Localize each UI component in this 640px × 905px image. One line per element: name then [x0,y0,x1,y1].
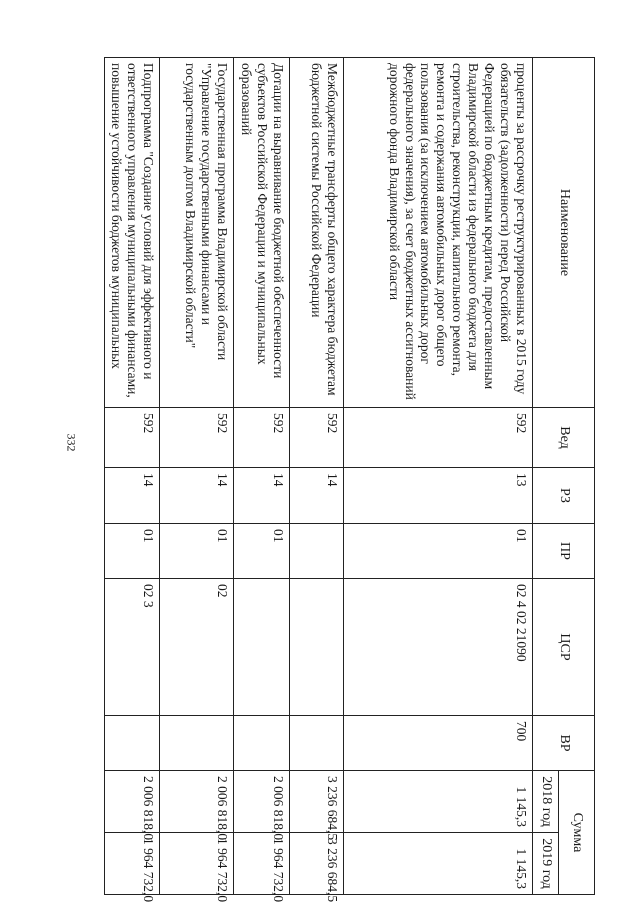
page-number: 332 [64,433,79,452]
table-row [234,58,290,895]
row-2019: 1 964 732,0 [160,833,234,895]
row-csr: 02 4 02 21090 [344,579,533,716]
row-ved: 592 [234,408,290,468]
header-2018: 2018 год [533,771,559,833]
budget-table-rotated [104,57,595,903]
row-vr [105,716,160,771]
table-row [290,58,344,895]
row-pr: 01 [234,524,290,579]
header-rz: РЗ [533,468,595,524]
row-rz: 13 [344,468,533,524]
row-2019: 3 236 684,5 [290,833,344,895]
row-rz: 14 [160,468,234,524]
table-row [344,58,533,895]
row-2018: 2 006 818,0 [105,771,160,833]
header-name: Наименование [533,58,595,408]
row-rz: 14 [105,468,160,524]
row-pr: 01 [160,524,234,579]
row-pr: 01 [105,524,160,579]
row-rz: 14 [234,468,290,524]
row-vr [290,716,344,771]
table-row [105,58,160,895]
row-ved: 592 [344,408,533,468]
row-2019: 1 145,3 [344,833,533,895]
rotated-table-container [108,57,595,903]
row-2018: 2 006 818,0 [160,771,234,833]
row-csr: 02 3 [105,579,160,716]
row-ved: 592 [290,408,344,468]
header-vr: ВР [533,716,595,771]
row-ved: 592 [160,408,234,468]
row-2018: 3 236 684,5 [290,771,344,833]
row-csr [290,579,344,716]
row-rz: 14 [290,468,344,524]
header-ved: Вед [533,408,595,468]
row-name: Дотации на выравнивание бюджетной обеспеченности субъектов Российской Федерации и муниципальных образований [234,58,290,408]
header-2019: 2019 год [533,833,559,895]
row-vr: 700 [344,716,533,771]
row-vr [234,716,290,771]
row-csr: 02 [160,579,234,716]
header-sum: Сумма [559,771,595,895]
row-name: проценты за рассрочку реструктурированных в 2015 году обязательств (задолженности) перед Российской Федерацией по бюджетным кредитам, предоставленным Владимирской области из федерального бюджета для строительства, реконструкции, капитального ремонта, ремонта и содержания автомобильных дорог общего пользования (за исключением автомобильных дорог федерального значения), за счет бюджетных ассигнований дорожного фонда Владимирской области [344,58,533,408]
row-pr [290,524,344,579]
row-csr [234,579,290,716]
header-csr: ЦСР [533,579,595,716]
row-pr: 01 [344,524,533,579]
row-2018: 2 006 818,0 [234,771,290,833]
row-2018: 1 145,3 [344,771,533,833]
row-ved: 592 [105,408,160,468]
row-2019: 1 964 732,0 [234,833,290,895]
row-vr [160,716,234,771]
row-name: Государственная программа Владимирской области "Управление государственными финансами и государственным долгом Владимирской области" [160,58,234,408]
table-row [160,58,234,895]
row-name: Подпрограмма "Создание условий для эффективного и ответственного управления муниципальными финансами, повышение устойчивости бюджетов муниципальных [105,58,160,408]
row-name: Межбюджетные трансферты общего характера бюджетам бюджетной системы Российской Федерации [290,58,344,408]
header-pr: ПР [533,524,595,579]
row-2019: 1 964 732,0 [105,833,160,895]
